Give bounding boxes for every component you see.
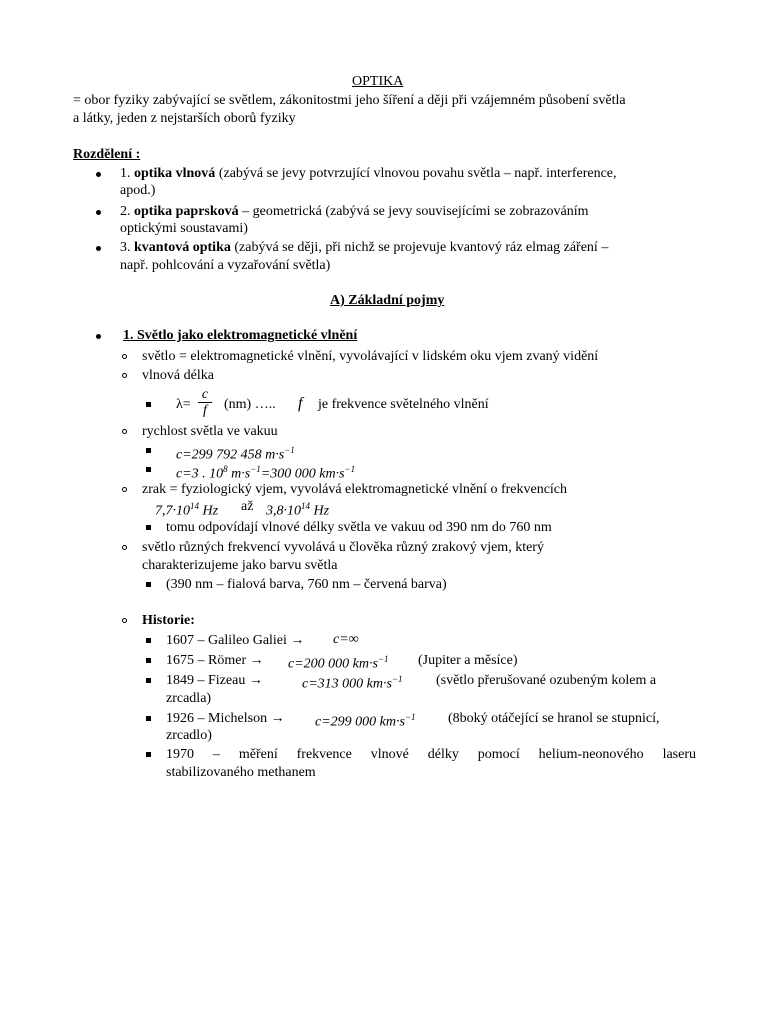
sight-frequency-from: $7,7\cdot 10^{14}$ Hz <box>155 501 219 519</box>
division-item-1: 1. optika vlnová (zabývá se jevy potvrzující vlnovou povahu světla – např. interference, <box>120 166 617 181</box>
history-1849-note: (světlo přerušované ozubeným kolem a <box>436 673 657 688</box>
history-1675-note: (Jupiter a měsíce) <box>418 653 518 668</box>
bullet-icon <box>96 334 101 339</box>
square-bullet-icon <box>146 402 151 407</box>
division-item-1-cont: apod.) <box>120 183 156 198</box>
history-1675-formula: c=200 000 $km\cdot s^{-1}$ <box>288 654 389 672</box>
history-1926-note: (8boký otáčející se hranol se stupnicí, <box>448 711 660 726</box>
square-bullet-icon <box>146 716 151 721</box>
bullet-icon <box>96 172 101 177</box>
frequency-symbol: f <box>298 395 303 412</box>
colors-line-2: charakterizujeme jako barvu světla <box>142 558 338 573</box>
topic-1-heading: 1. Světlo jako elektromagnetické vlnění <box>123 328 358 343</box>
bullet-icon <box>96 210 101 215</box>
sub-bullet-icon <box>122 429 127 434</box>
division-item-2-cont: optickými soustavami) <box>120 221 248 236</box>
intro-line-1: = obor fyziky zabývající se světlem, zákonitostmi jeho šíření a ději při vzájemném působení světla <box>73 93 626 108</box>
bullet-icon <box>96 246 101 251</box>
section-a-heading: A) Základní pojmy <box>330 293 445 308</box>
history-1970-cont: stabilizovaného methanem <box>166 765 316 780</box>
sight-az: až <box>241 499 254 514</box>
division-item-3-cont: např. pohlcování a vyzařování světla) <box>120 258 331 273</box>
history-1607: 1607 – Galileo Galiei → <box>166 633 305 648</box>
square-bullet-icon <box>146 448 151 453</box>
light-definition: světlo = elektromagnetické vlnění, vyvolávající v lidském oku vjem zvaný vidění <box>142 349 599 364</box>
speed-formula-2: c=3 . $10^8$ $m\cdot s^{-1}=300$ 000 $km\cdot s^{-1}$ <box>176 464 356 482</box>
history-1849: 1849 – Fizeau → <box>166 673 263 688</box>
intro-line-2: a látky, jeden z nejstarších oborů fyziky <box>73 111 296 126</box>
square-bullet-icon <box>146 678 151 683</box>
history-heading: Historie: <box>142 613 195 628</box>
history-1675: 1675 – Römer → <box>166 653 264 668</box>
colors-line-1: světlo různých frekvencí vyvolává u člověka různý zrakový vjem, který <box>142 540 544 555</box>
sight-label: zrak = fyziologický vjem, vyvolává elektromagnetické vlnění o frekvencích <box>142 482 568 497</box>
square-bullet-icon <box>146 752 151 757</box>
colors-note: (390 nm – fialová barva, 760 nm – červená barva) <box>166 577 447 592</box>
speed-label: rychlost světla ve vakuu <box>142 424 278 439</box>
sight-note: tomu odpovídají vlnové délky světla ve vakuu od 390 nm do 760 nm <box>166 520 552 535</box>
square-bullet-icon <box>146 638 151 643</box>
square-bullet-icon <box>146 658 151 663</box>
square-bullet-icon <box>146 582 151 587</box>
square-bullet-icon <box>146 467 151 472</box>
history-1926-cont: zrcadlo) <box>166 728 212 743</box>
wavelength-fraction <box>198 387 212 418</box>
fraction-numerator: c <box>198 387 212 403</box>
page-title: OPTIKA <box>352 74 404 89</box>
lambda-symbol: λ= <box>176 397 191 412</box>
fraction-denominator: f <box>203 403 207 418</box>
history-1926-formula: c=299 000 $km\cdot s^{-1}$ <box>315 712 416 730</box>
wavelength-label: vlnová délka <box>142 368 214 383</box>
frequency-description: je frekvence světelného vlnění <box>318 397 489 412</box>
history-1926: 1926 – Michelson → <box>166 711 285 726</box>
sub-bullet-icon <box>122 487 127 492</box>
wavelength-unit: (nm) ….. <box>224 397 276 412</box>
speed-formula-1: c=299 792 458 $m\cdot s^{-1}$ <box>176 445 295 463</box>
sub-bullet-icon <box>122 545 127 550</box>
history-1849-cont: zrcadla) <box>166 691 212 706</box>
history-1970: 1970 – měření frekvence vlnové délky pomocí helium-neonového laseru <box>166 747 696 762</box>
square-bullet-icon <box>146 525 151 530</box>
division-heading: Rozdělení : <box>73 147 141 162</box>
history-1849-formula: c=313 000 $km\cdot s^{-1}$ <box>302 674 403 692</box>
sub-bullet-icon <box>122 373 127 378</box>
division-item-2: 2. optika paprsková – geometrická (zabývá se jevy souvisejícími se zobrazováním <box>120 204 589 219</box>
sub-bullet-icon <box>122 354 127 359</box>
sight-frequency-to: $3,8\cdot 10^{14}$ Hz <box>266 501 330 519</box>
history-1607-formula: c=∞ <box>333 632 359 647</box>
division-item-3: 3. kvantová optika (zabývá se ději, při nichž se projevuje kvantový ráz elmag záření – <box>120 240 609 255</box>
sub-bullet-icon <box>122 618 127 623</box>
